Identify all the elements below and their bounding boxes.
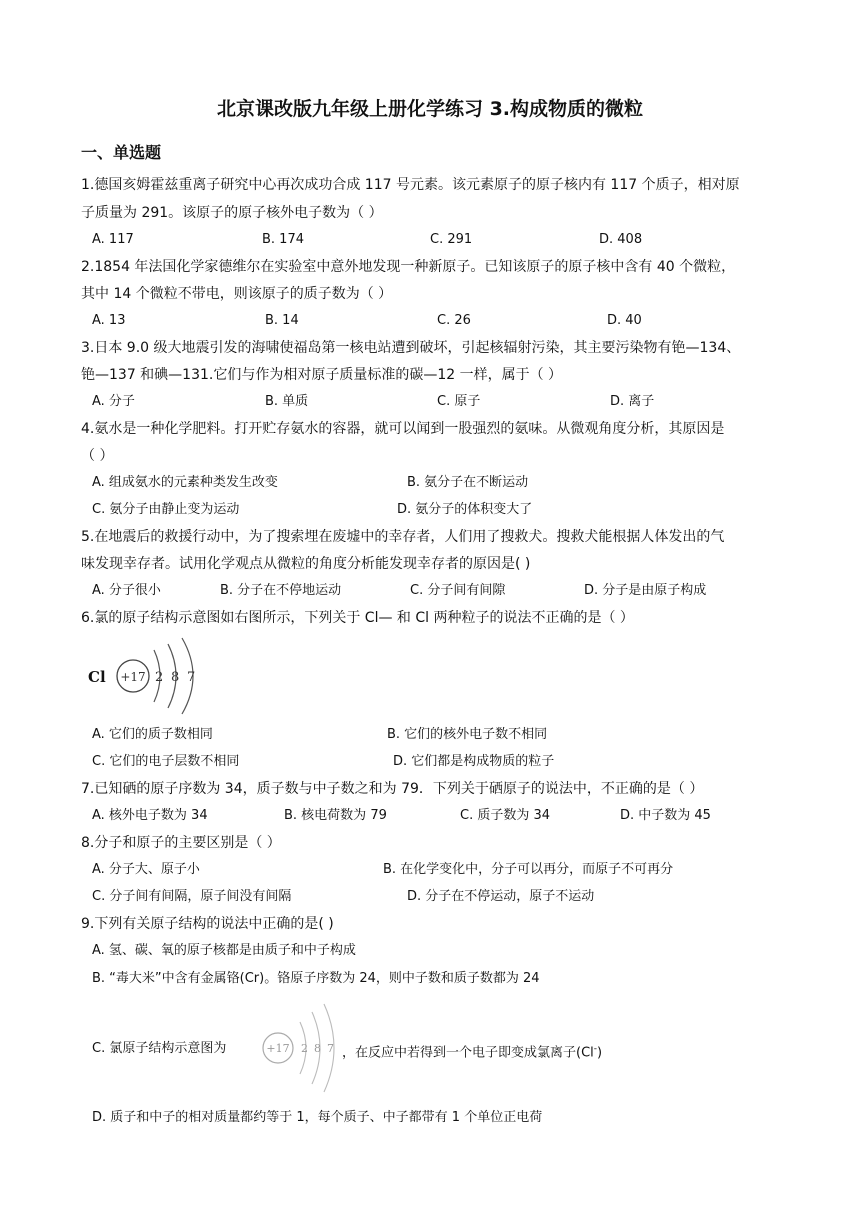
question-7-option-b: B. 核电荷数为 79 xyxy=(284,808,387,823)
question-2-option-a: A. 13 xyxy=(92,313,126,328)
question-8-option-c: C. 分子间有间隔，原子间没有间隔 xyxy=(92,889,292,904)
option-c-close-paren: ) xyxy=(597,1045,603,1061)
shell-electron-count: 2 xyxy=(155,670,164,685)
question-8-option-d: D. 分子在不停运动，原子不运动 xyxy=(407,889,595,904)
question-3-line-2: 铯—137 和碘—131.它们与作为相对原子质量标准的碳—12 一样，属于（ ） xyxy=(81,367,563,383)
question-1-option-c: C. 291 xyxy=(430,232,473,247)
question-3-option-b: B. 单质 xyxy=(265,394,309,409)
question-4-option-b: B. 氨分子在不断运动 xyxy=(407,475,529,490)
question-1-option-b: B. 174 xyxy=(262,232,304,247)
shell-electron-count: 2 xyxy=(301,1042,308,1055)
question-4-option-a: A. 组成氨水的元素种类发生改变 xyxy=(92,475,278,490)
question-2-line-2: 其中 14 个微粒不带电，则该原子的质子数为（ ） xyxy=(81,286,393,302)
question-7-line-1: 7.已知硒的原子序数为 34，质子数与中子数之和为 79．下列关于硒原子的说法中，不正确的是（ ） xyxy=(81,781,704,797)
question-6-option-c: C. 它们的电子层数不相同 xyxy=(92,754,240,769)
diagram-element-symbol: Cl xyxy=(88,668,106,686)
question-2-option-d: D. 40 xyxy=(607,313,642,328)
question-6-option-b: B. 它们的核外电子数不相同 xyxy=(387,727,548,742)
question-8-option-a: A. 分子大、原子小 xyxy=(92,862,200,877)
question-3-line-1: 3.日本 9.0 级大地震引发的海啸使福岛第一核电站遭到破坏，引起核辐射污染，其主要污染物有铯—134、 xyxy=(81,340,741,356)
question-8-option-b: B. 在化学变化中，分子可以再分，而原子不可再分 xyxy=(383,862,674,877)
question-4-line-2: （ ） xyxy=(81,448,114,464)
question-3-option-c: C. 原子 xyxy=(437,394,481,409)
question-4-option-c: C. 氨分子由静止变为运动 xyxy=(92,502,240,517)
question-7-option-d: D. 中子数为 45 xyxy=(620,808,711,823)
question-9-option-c-suffix xyxy=(342,1041,602,1061)
section-heading: 一、单选题 xyxy=(81,143,162,162)
question-9-option-a: A. 氢、碳、氧的原子核都是由质子和中子构成 xyxy=(92,943,356,958)
question-9-option-d: D. 质子和中子的相对质量都约等于 1，每个质子、中子都带有 1 个单位正电荷 xyxy=(92,1110,543,1125)
page-title: 北京课改版九年级上册化学练习 3.构成物质的微粒 xyxy=(216,98,644,120)
question-8-line-1: 8.分子和原子的主要区别是（ ） xyxy=(81,835,281,851)
option-c-suffix-text: ，在反应中若得到一个电子即变成氯离子(Cl xyxy=(342,1045,594,1061)
question-1-line-2: 子质量为 291。该原子的原子核外电子数为（ ） xyxy=(81,205,383,221)
question-5-option-a: A. 分子很小 xyxy=(92,583,161,598)
question-2-option-c: C. 26 xyxy=(437,313,471,328)
question-5-option-b: B. 分子在不停地运动 xyxy=(220,583,342,598)
question-5-option-d: D. 分子是由原子构成 xyxy=(584,583,707,598)
question-2-option-b: B. 14 xyxy=(265,313,299,328)
shell-electron-count: 8 xyxy=(314,1042,321,1055)
chlorine-atom-structure-diagram xyxy=(84,636,214,718)
question-3-option-a: A. 分子 xyxy=(92,394,135,409)
question-1-option-a: A. 117 xyxy=(92,232,134,247)
question-9-option-b: B. “毒大米”中含有金属铬(Cr)。铬原子序数为 24，则中子数和质子数都为 24 xyxy=(92,971,540,986)
question-5-option-c: C. 分子间有间隙 xyxy=(410,583,506,598)
question-1-option-d: D. 408 xyxy=(599,232,643,247)
question-6-line-1: 6.氯的原子结构示意图如右图所示，下列关于 Cl— 和 Cl 两种粒子的说法不正确的是（ ） xyxy=(81,610,634,626)
question-4-option-d: D. 氨分子的体积变大了 xyxy=(397,502,533,517)
nucleus-charge: +17 xyxy=(120,670,146,684)
question-5-line-1: 5.在地震后的救援行动中，为了搜索埋在废墟中的幸存者，人们用了搜救犬。搜救犬能根据人体发出的气 xyxy=(81,529,725,545)
charge-superscript: - xyxy=(593,1044,598,1054)
nucleus-charge: +17 xyxy=(266,1042,290,1055)
question-9-option-c-prefix: C. 氯原子结构示意图为 xyxy=(92,1041,227,1056)
question-2-line-1: 2.1854 年法国化学家德维尔在实验室中意外地发现一种新原子。已知该原子的原子核中含有 40 个微粒， xyxy=(81,259,736,275)
chlorine-atom-structure-diagram-small xyxy=(256,1000,346,1096)
question-4-line-1: 4.氨水是一种化学肥料。打开贮存氨水的容器，就可以闻到一股强烈的氨味。从微观角度分析，其原因是 xyxy=(81,421,725,437)
question-6-option-d: D. 它们都是构成物质的粒子 xyxy=(393,754,555,769)
shell-electron-count: 7 xyxy=(187,670,196,685)
shell-electron-count: 7 xyxy=(327,1042,334,1055)
question-6-option-a: A. 它们的质子数相同 xyxy=(92,727,213,742)
question-5-line-2: 味发现幸存者。试用化学观点从微粒的角度分析能发现幸存者的原因是( ) xyxy=(81,556,531,572)
question-1-line-1: 1.德国亥姆霍兹重离子研究中心再次成功合成 117 号元素。该元素原子的原子核内有 117 个质子，相对原 xyxy=(81,177,740,193)
question-3-option-d: D. 离子 xyxy=(610,394,655,409)
shell-electron-count: 8 xyxy=(171,670,180,685)
question-7-option-c: C. 质子数为 34 xyxy=(460,808,551,823)
question-7-option-a: A. 核外电子数为 34 xyxy=(92,808,208,823)
question-9-line-1: 9.下列有关原子结构的说法中正确的是( ) xyxy=(81,916,334,932)
